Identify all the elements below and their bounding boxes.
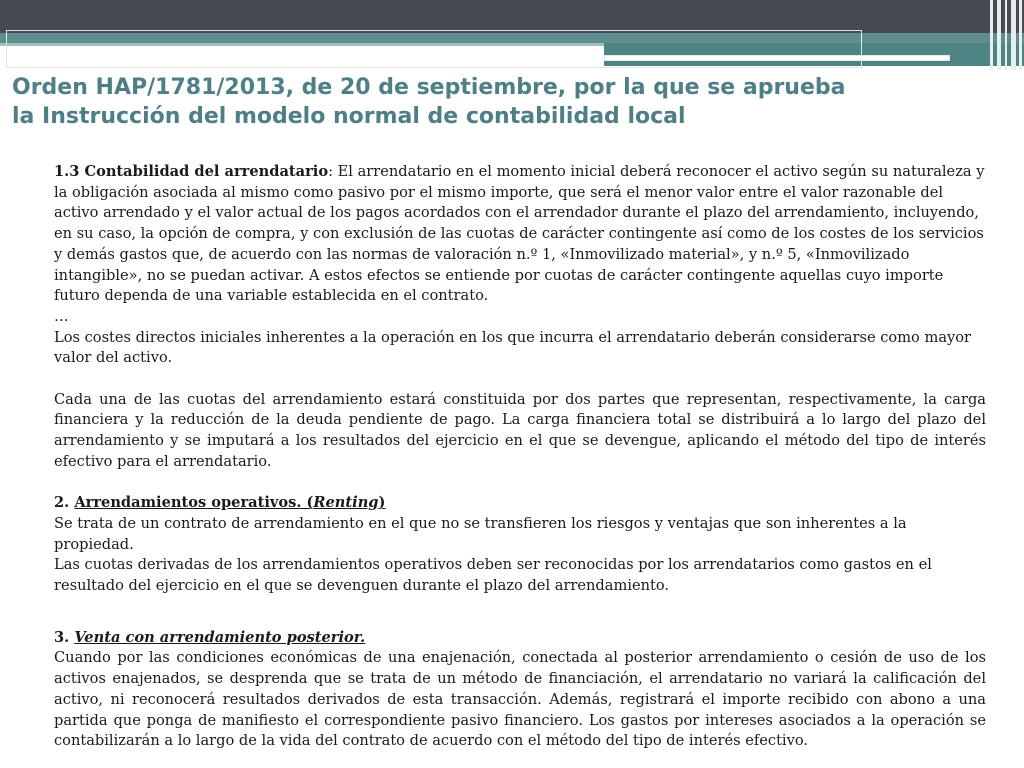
slide-body bbox=[54, 162, 986, 752]
cuotas-paragraph: Cada una de las cuotas del arrendamiento estará constituida por dos partes que representan, respectivamente, la carga financiera y la reducción de la deuda pendiente de pago. La carga financiera total se distribuirá a lo largo del plazo del arrendamiento y se imputará a los resultados del ejercicio en el que se devengue, aplicando el método del tipo de interés efectivo para el arrendatario. bbox=[54, 390, 986, 470]
section-1-3-text: : El arrendatario en el momento inicial deberá reconocer el activo según su naturaleza y la obligación asociada al mismo como pasivo por el mismo importe, que será el menor valor entre el valor razonable del activo arrendado y el valor actual de los pagos acordados con el arrendador durante el plazo del arrendamiento, incluyendo, en su caso, la opción de compra, y con exclusión de las cuotas de carácter contingente así como de los costes de los servicios y demás gastos que, de acuerdo con las normas de valoración n.º 1, «Inmovilizado material», y n.º 5, «Inmovilizado intangible», no se puedan activar. A estos efectos se entiende por cuotas de carácter contingente aquellas cuyo importe futuro dependa de una variable establecida en el contrato. bbox=[54, 163, 985, 305]
section-2-title: Arrendamientos operativos. (Renting) bbox=[74, 494, 386, 512]
title-line-1: Orden HAP/1781/2013, de 20 de septiembre, por la que se aprueba bbox=[12, 75, 846, 100]
section-2-paragraph-2: Las cuotas derivadas de los arrendamientos operativos deben ser reconocidas por los arrendatarios como gastos en el resultado del ejercicio en el que se devenguen durante el plazo del arrendamiento. bbox=[54, 556, 932, 595]
section-1-3-paragraph bbox=[54, 162, 986, 307]
header-inner-strip bbox=[604, 55, 950, 61]
header-dark-bar bbox=[0, 0, 1024, 33]
page-title bbox=[12, 73, 1012, 131]
section-3-number: 3. bbox=[54, 628, 75, 646]
section-2-paragraph-1: Se trata de un contrato de arrendamiento en el que no se transfieren los riesgos y ventajas que son inherentes a la propiedad. bbox=[54, 514, 907, 553]
section-1-3-heading: 1.3 Contabilidad del arrendatario bbox=[54, 163, 329, 180]
section-2-heading bbox=[54, 493, 986, 514]
title-line-2: la Instrucción del modelo normal de contabilidad local bbox=[12, 104, 686, 129]
header-banner bbox=[0, 0, 1024, 70]
section-2-number: 2. bbox=[54, 494, 75, 512]
section-3-paragraph: Cuando por las condiciones económicas de una enajenación, conectada al posterior arrendamiento o cesión de uso de los activos enajenados, se desprenda que se trata de un método de financiación, el arrendatario no variará la calificación del activo, ni reconocerá resultados derivados de esta transacción. Además, registrará el importe recibido con abono a una partida que ponga de manifiesto el correspondiente pasivo financiero. Los gastos por intereses asociados a la operación se contabilizarán a lo largo de la vida del contrato de acuerdo con el método del tipo de interés efectivo. bbox=[54, 649, 986, 750]
ellipsis: … bbox=[54, 307, 69, 325]
costes-paragraph: Los costes directos iniciales inherentes a la operación en los que incurra el arrendatario deberán considerarse como mayor valor del activo. bbox=[54, 328, 972, 367]
section-3-title: Venta con arrendamiento posterior. bbox=[74, 628, 366, 646]
header-vertical-stripes bbox=[990, 0, 1024, 70]
header-outline-frame bbox=[6, 30, 862, 68]
section-3-heading bbox=[54, 628, 986, 649]
